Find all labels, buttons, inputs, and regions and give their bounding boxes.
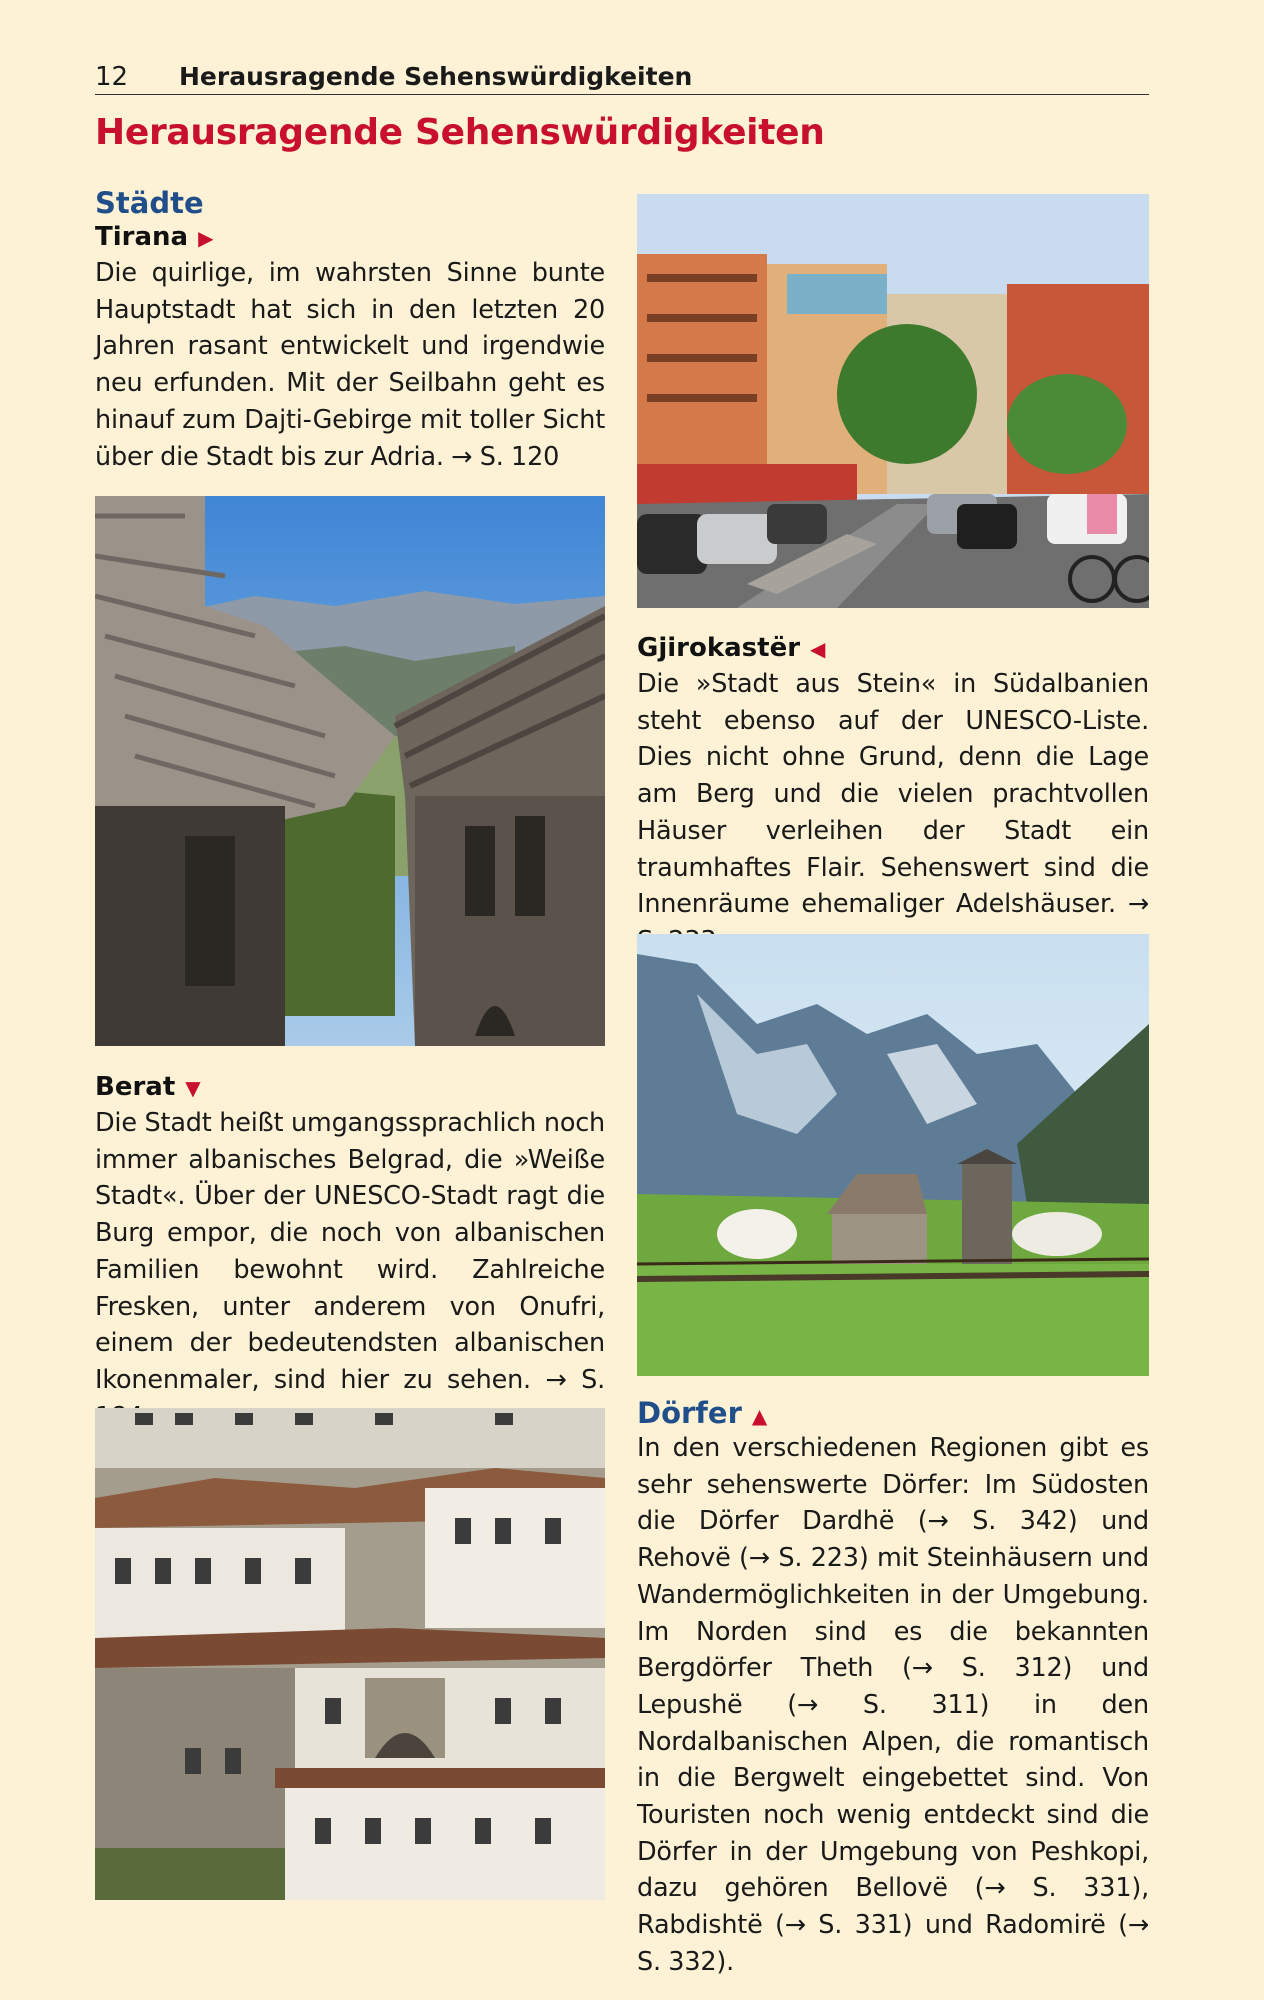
arrow-down-icon: ▼ [185,1076,201,1100]
arrow-right-icon: ▶ [198,226,214,250]
doerfer-block [637,1396,1149,1981]
berat-photo [95,1408,605,1900]
section-heading-staedte: Städte [95,186,204,220]
page-number: 12 [95,62,129,92]
tirana-block [95,186,605,475]
berat-heading [95,1070,605,1105]
running-header [95,60,1149,95]
arrow-left-icon: ◀ [810,637,826,661]
doerfer-text: In den verschiedenen Regionen gibt es sehr sehenswerte Dörfer: Im Südosten die Dörfer Dardhë (→ S. 342) und Rehovë (→ S. 223) mit Steinhäusern und Wandermöglichkeiten in der Umgebung. Im Norden sind es die bekannten Bergdörfer Theth (→ S. 312) und Lepushë (→ S. 311) in den Nordalbanischen Alpen, die romantisch in die Bergwelt eingebettet sind. Von Touristen noch wenig entdeckt sind die Dörfer in der Umgebung von Peshkopi, dazu gehören Bellovë (→ S. 331), Rabdishtë (→ S. 331) und Radomirë (→ S. 332). [637,1433,1149,1977]
berat-block [95,1070,605,1435]
tirana-title: Tirana [95,222,189,252]
running-title: Herausragende Sehenswürdigkeiten [179,62,693,91]
doerfer-title: Dörfer [637,1396,742,1430]
berat-title: Berat [95,1072,176,1102]
page-title: Herausragende Sehenswürdigkeiten [95,112,825,153]
tirana-photo [637,194,1149,608]
tirana-text: Die quirlige, im wahrsten Sinne bunte Hauptstadt hat sich in den letzten 20 Jahren rasant entwickelt und irgendwie neu erfunden. Mit der Seilbahn geht es hinauf zum Dajti-Gebirge mit toller Sicht über die Stadt bis zur Adria. → S. 120 [95,258,605,472]
theth-photo [637,934,1149,1376]
gjirokaster-photo [95,496,605,1046]
tirana-heading [95,220,605,255]
berat-text: Die Stadt heißt umgangssprachlich noch immer albanisches Belgrad, die »Weiße Stadt«. Über der UNESCO-Stadt ragt die Burg empor, die noch von albanischen Familien bewohnt wird. Zahlreiche Fresken, unter anderem von Onufri, einem der bedeutendsten albanischen Ikonenmaler, sind hier zu sehen. → S. [95,1108,605,1395]
gjirokaster-heading [637,631,1149,666]
gjirokaster-title: Gjirokastër [637,633,801,663]
gjirokaster-text: Die »Stadt aus Stein« in Südalbanien steht ebenso auf der UNESCO-Liste. Dies nicht ohne Grund, denn die Lage am Berg und die vielen prachtvollen Häuser verleihen der Stadt ein traumhaftes Flair. Sehenswert sind die Innenräume ehemaliger Adelshäuser. → [637,669,1149,920]
gjirokaster-block [637,631,1149,960]
arrow-up-icon: ▲ [751,1404,768,1428]
section-heading-doerfer [637,1396,1149,1430]
